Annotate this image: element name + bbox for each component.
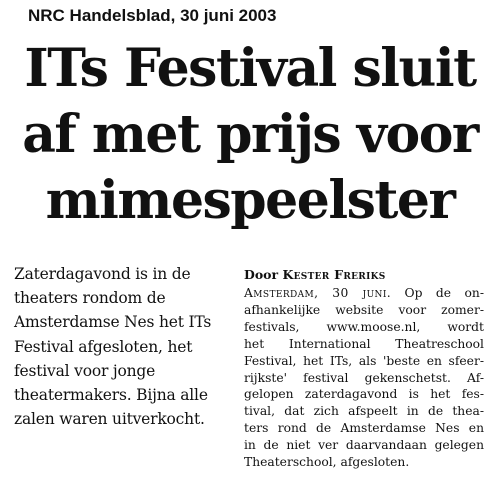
article-byline xyxy=(244,267,386,282)
lead-line: theaters rondom de xyxy=(14,289,166,308)
headline-line: af met prijs voor xyxy=(22,104,478,165)
body-line: gelopen zaterdagavond is het fes- xyxy=(244,387,484,402)
dateline: Amsterdam, 30 juni. xyxy=(244,286,392,300)
body-line-text: Op de on- xyxy=(404,286,484,300)
article-lead xyxy=(14,262,236,431)
body-line: rijkste' festival gekenschetst. Af- xyxy=(244,370,484,385)
lead-line: Amsterdamse Nes het ITs xyxy=(14,313,212,332)
byline-author: Kester Freriks xyxy=(282,267,386,282)
lead-line: theatermakers. Bijna alle xyxy=(14,386,208,405)
body-line: festivals, www.moose.nl, wordt xyxy=(244,319,484,334)
body-line xyxy=(244,285,484,302)
article-headline xyxy=(0,36,500,234)
newspaper-source: NRC Handelsblad, 30 juni 2003 xyxy=(28,6,277,25)
lead-line: zalen waren uitverkocht. xyxy=(14,410,205,429)
body-line: in de niet ver daarvandaan gelegen xyxy=(244,438,484,453)
body-line: Festival, het ITs, als 'beste en sfeer- xyxy=(244,353,484,368)
article-body xyxy=(244,285,484,471)
body-line: afhankelijke website voor zomer- xyxy=(244,302,484,317)
body-line: Theaterschool, afgesloten. xyxy=(244,455,410,470)
headline-line: mimespeelster xyxy=(45,170,455,231)
body-line: tival, dat zich afspeelt in de thea- xyxy=(244,404,484,419)
body-line: ters rond de Amsterdamse Nes en xyxy=(244,421,484,436)
body-line: het International Theatreschool xyxy=(244,336,484,351)
lead-line: festival voor jonge xyxy=(14,361,156,380)
headline-line: ITs Festival sluit xyxy=(24,38,476,99)
lead-line: Festival afgesloten, het xyxy=(14,337,193,356)
lead-line: Zaterdagavond is in de xyxy=(14,265,191,283)
byline-prefix: Door xyxy=(244,267,279,282)
